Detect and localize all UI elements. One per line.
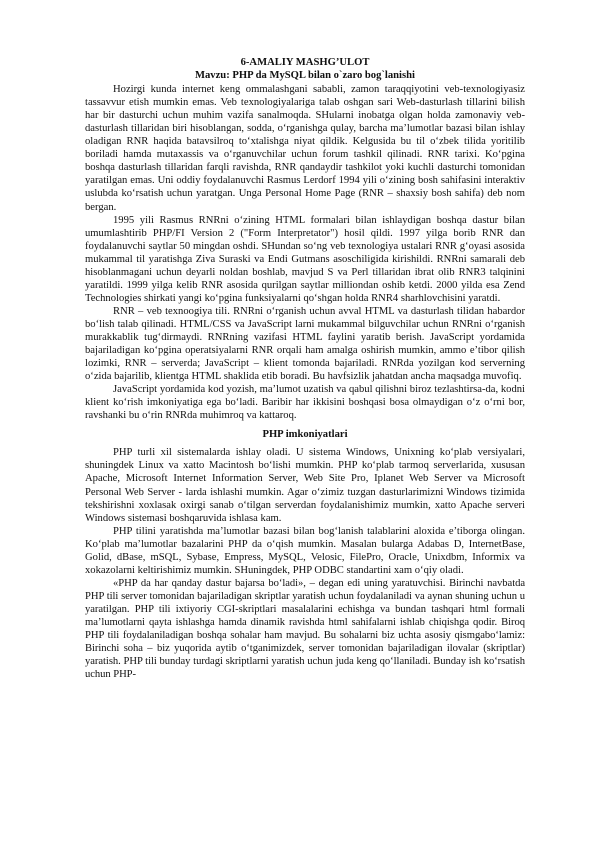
paragraph-javascript: JavaScript yordamida kod yozish, ma’lumot uzatish va qabul qilishni biroz tezlashtirsa-da, kodni klient ko‘rish imkoniyatiga ega bo‘ladi. Baribir har ikkisini boshqasi bosa olmaydigan o‘z o‘rni bor, ravshanki bu o‘rin RNRda muhimroq va kattaroq.	[85, 384, 525, 422]
paragraph-web-technology: RNR – veb texnoogiya tili. RNRni o‘rganish uchun avval HTML va dasturlash tilidan habardor bo‘lish talab qilinadi. HTML/CSS va JavaScript larni mukammal bilguvchilar uchun RNRni o‘rganish murakkablik tug‘dirmaydi. RNRning vazifasi HTML faylini yaratib berish. JavaScript yordamida bajariladigan ko‘pgina operatsiyalarni RNR orqali ham amalga oshirish mumkin, ammo e’tibor qilish lozimki, RNR – serverda; JavaScript – klient tomonda bajariladi. RNRda yozilgan kod serverning o‘zida bajarilib, klientga HTML shaklida etib boradi. Bu havfsizlik jahatdan ancha maqsadga muvofiq.	[85, 305, 525, 383]
document-subtitle: Mavzu: PHP da MySQL bilan o`zaro bog`lanishi	[195, 70, 415, 82]
paragraph-databases: PHP tilini yaratishda ma’lumotlar bazasi bilan bog‘lanish talablarini aloxida e’tiborga olingan. Ko‘plab ma’lumotlar bazalarini PHP da o‘qish mumkin. Masalan bularga Adabas D, InternetBase, Golid, dBase, mSQL, Sybase, Empress, MySQL, Velosic, FilePro, Oracle, Unixdbm, Informix va xokazolarni keltirishimiz mumkin. SHuningdek, PHP ODBC standartini xam o‘qiy oladi.	[85, 525, 525, 576]
document-page	[85, 56, 525, 681]
paragraph-history-intro: Hozirgi kunda internet keng ommalashgani sababli, zamon taraqqiyotini veb-texnologiyasiz tassavvur etish mumkin emas. Veb texnologiyalariga talab oshgan sari Web-dasturlash tillarini bilish har bir dasturchi uchun muhim vazifa sanalmoqda. SHularni inobatga olgan holda zamonaviy veb-dasturlash tillaridan biri hisoblangan, sodda, o‘rganishga qulay, barcha ma’lumotlar bazasi bilan ishlay oladigan RNR haqida batavsilroq to‘xtalishga niyat qildik. Kelgusida bu til o‘zbek tilida yoritilib boriladi hamda mutaxassis va o‘rganuvchilar uchun forum tashkil qilinadi. RNR tarixi. Ko‘pgina boshqa dasturlash tillaridan farqli ravishda, RNR qandaydir tashkilot yoki kuchli dasturchi tomonidan yaratilgan emas. Uni oddiy foydalanuvchi Rasmus Lerdorf 1994 yili o‘zining bosh sahifasini interaktiv uslubda ko‘rsatish uchun yaratgan. Unga Personal Home Page (RNR – shaxsiy bosh sahifa) deb nom bergan.	[85, 84, 525, 213]
paragraph-usage-areas: «PHP da har qanday dastur bajarsa bo‘ladi», – degan edi uning yaratuvchisi. Birinchi navbatda PHP tili server tomonidan bajariladigan skriptlar yaratish uchun foydalaniladi va aynan shuning uchun u yaratilgan. PHP tili ixtiyoriy CGI-skriptlari masalalarini echishga va bundan tashqari html formali ma’lumotlarni qayta ishlashga hamda dinamik ravishda html sahifalarni ishlab chiqishga qodir. Biroq PHP tili foydalaniladigan boshqa sohalar ham mavjud. Bu sohalarni biz uchta asosiy qismgabo‘lamiz: Birinchi soha – biz yuqorida aytib o‘tganimizdek, server tomonidan bajariladigan ilovalar (skriptlar) yaratish. PHP tili bunday turdagi skriptlarni yaratish uchun juda keng qo‘llaniladi. Bunday ish ko‘rsatish uchun PHP-	[85, 577, 525, 681]
section-title: PHP imkoniyatlari	[262, 429, 348, 441]
paragraph-history-1995: 1995 yili Rasmus RNRni o‘zining HTML formalari bilan ishlaydigan boshqa dastur bilan umumlashtirib PHP/FI Version 2 ("Form Interpretator") hosil qildi. 1997 yilga borib RNR dan foydalanuvchi saytlar 50 mingdan oshdi. SHundan so‘ng veb texnologiya ustalari RNR g‘oyasi asosida mukammal til yaratishga Ziva Suraski va Endi Gutmans asoschiligida kirishildi. RNRni samarali deb hisoblanmagani uchun deyarli noldan boshlab, mavjud S va Perl tillaridan ibrat olib RNR3 talqinini yaratildi. 1999 yilga kelib RNR asosida qurilgan saytlar milliondan oshib ketdi. 2000 yilda esa Zend Technologies shirkati yangi ko‘pgina funksiyalarni qo‘shgan holda RNR4 sharhlovchisini yaratdi.	[85, 214, 525, 304]
paragraph-platforms: PHP turli xil sistemalarda ishlay oladi. U sistema Windows, Unixning ko‘plab versiyalari, shuningdek Linux va xatto Macintosh bo‘lishi mumkin. PHP ko‘plab tarmoq serverlarida, xususan Apache, Microsoft Internet Information Server, Web Site Pro, Iplanet Web Server va Microsoft Personal Web Server - larda ishlashi mumkin. Agar o‘zimiz tuzgan dasturlarimizni Windows tizimida tekshirishni xoxlasak oxirgi sanab o‘tilgan serverdan foydalanishimiz mumkin, xatto Apache serveri Windows sistemasi boshqaruvida ishlasa kam.	[85, 447, 525, 524]
document-title: 6-AMALIY MASHG’ULOT	[240, 57, 370, 68]
